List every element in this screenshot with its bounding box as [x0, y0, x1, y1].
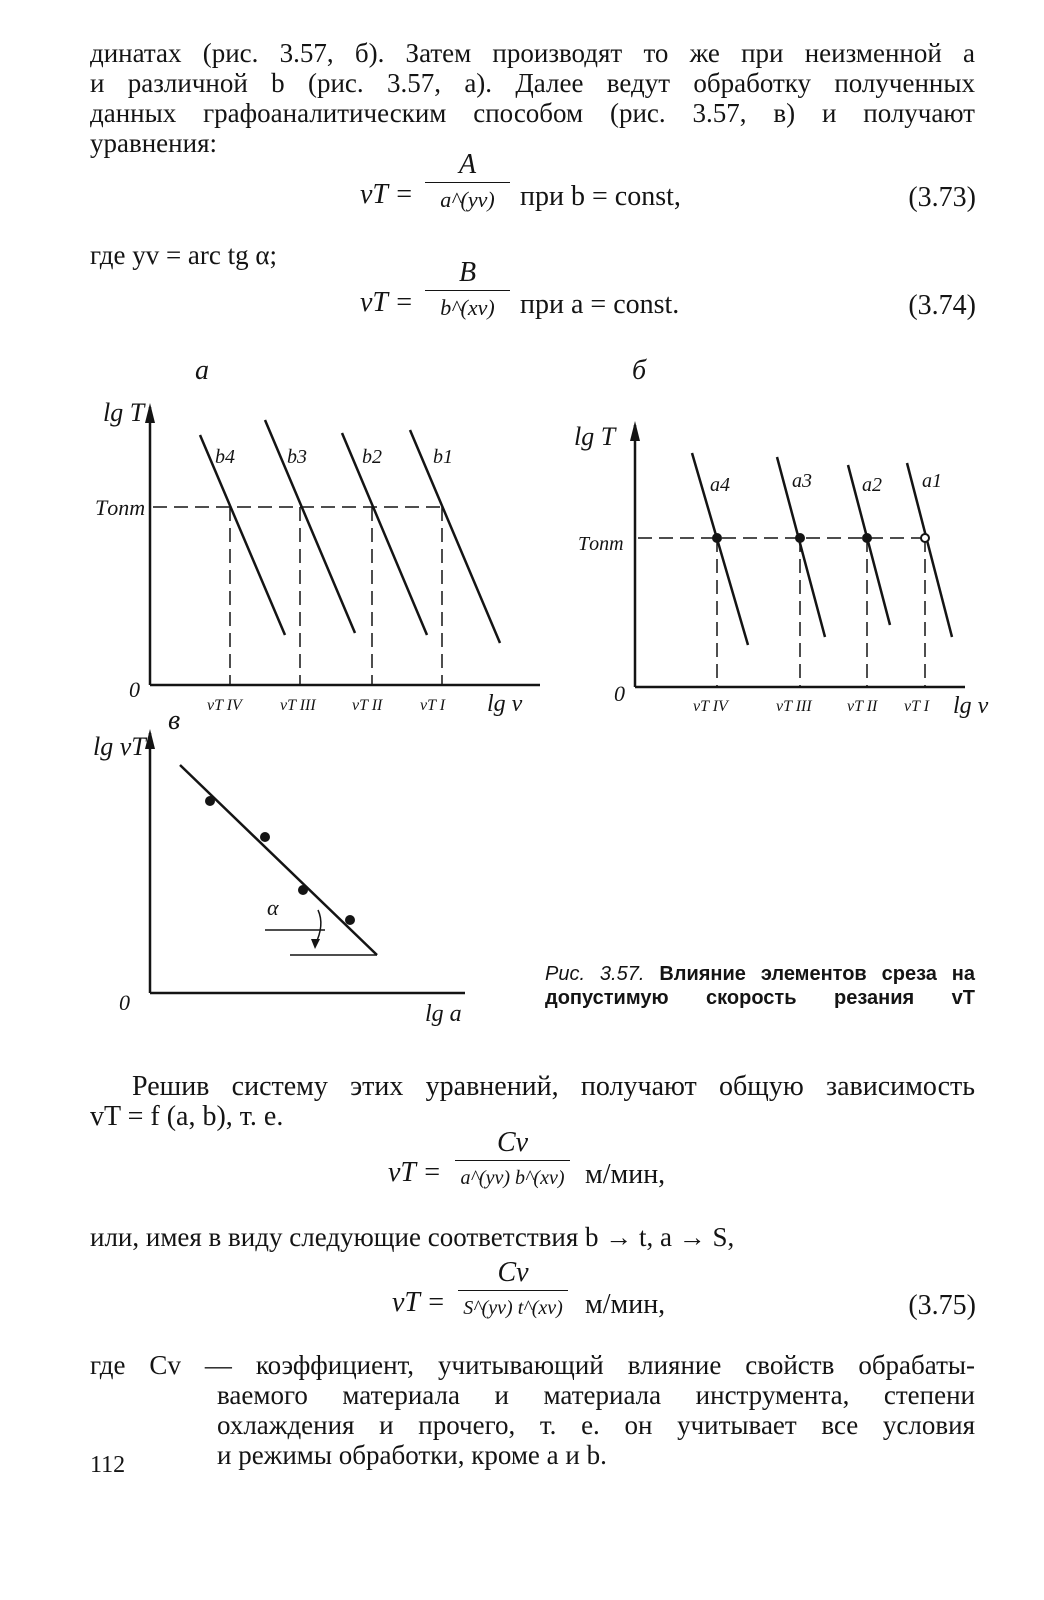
intro-line-3: данных графоаналитическим способом (рис. 3.57, в) и получают	[90, 98, 975, 128]
eq373-fraction	[425, 150, 510, 215]
eq-general-denominator: a^(yv) b^(xv)	[460, 1167, 565, 1189]
panel-a-label: а	[195, 355, 209, 386]
intro-line-2: и различной b (рис. 3.57, a). Далее ведут обработку полученных	[90, 68, 975, 98]
eq374-number: (3.74)	[908, 290, 976, 321]
eq374-numerator: B	[458, 257, 477, 288]
line-b1	[410, 430, 500, 643]
line-b3	[265, 420, 355, 633]
panel-c-label: в	[168, 705, 181, 736]
tick-a-iii: vT III	[280, 697, 316, 714]
correspondence-line: или, имея в виду следующие соответствия b → t, a → S,	[90, 1222, 735, 1252]
caption-prefix: Рис. 3.57.	[545, 963, 645, 985]
intro-paragraph	[90, 38, 975, 158]
eq-general-fraction	[455, 1128, 570, 1193]
label-b3: b3	[287, 446, 307, 468]
eq374-denominator: b^(xv)	[440, 295, 495, 320]
label-b1: b1	[433, 446, 453, 468]
eq374-fraction	[425, 258, 510, 323]
where-c-line-4: и режимы обработки, кроме a и b.	[217, 1440, 607, 1470]
panel-a-xaxis: lg v	[487, 691, 523, 717]
middle-paragraph	[90, 1072, 975, 1132]
panel-c-yaxis: lg vT	[93, 732, 146, 761]
eq373-number: (3.73)	[908, 182, 976, 213]
eq375-fraction	[458, 1258, 568, 1323]
label-a2: a2	[862, 474, 882, 496]
line-b2	[342, 433, 427, 635]
tick-a-i: vT I	[420, 697, 446, 714]
middle-line-2: vT = f (a, b), т. е.	[90, 1101, 284, 1132]
caption-text: Влияние элементов среза на допустимую скорость резания vT	[545, 963, 975, 1009]
eq375-denominator: S^(yv) t^(xv)	[463, 1297, 563, 1319]
panel-c-origin: 0	[119, 990, 130, 1015]
label-b2: b2	[362, 446, 382, 468]
tick-b-i: vT I	[904, 698, 930, 715]
middle-line-1: Решив систему этих уравнений, получают общую зависимость	[132, 1071, 975, 1102]
line-b4	[200, 435, 285, 635]
panel-c-graph	[93, 725, 495, 1027]
intro-line-1: динатах (рис. 3.57, б). Затем производят то же при неизменной a	[90, 38, 975, 68]
intro-line-4: уравнения:	[90, 128, 217, 158]
tick-a-iv: vT IV	[207, 697, 242, 714]
eq375-number: (3.75)	[908, 1290, 976, 1321]
panel-a-topt: Tопт	[95, 495, 146, 520]
regression-line	[180, 765, 377, 955]
tick-b-ii: vT II	[847, 698, 878, 715]
panel-c-xaxis: lg a	[425, 1001, 462, 1027]
tick-b-iii: vT III	[776, 698, 812, 715]
panel-b-graph	[560, 415, 989, 719]
eq-general-lhs: vT =	[388, 1157, 442, 1188]
eq373-numerator: A	[458, 149, 477, 180]
label-a1: a1	[922, 470, 942, 492]
panel-b-xaxis: lg v	[953, 693, 989, 719]
tick-b-iv: vT IV	[693, 698, 728, 715]
eq375-lhs: vT =	[392, 1287, 446, 1318]
eq375-numerator: Cv	[497, 1257, 529, 1288]
panel-a-yaxis: lg T	[103, 398, 145, 427]
where-c-line-1: где Cv — коэффициент, учитывающий влияние свойств обрабаты-	[90, 1350, 975, 1380]
label-b4: b4	[215, 446, 235, 468]
label-a4: a4	[710, 474, 730, 496]
panel-a-graph	[95, 395, 555, 717]
tick-a-ii: vT II	[352, 697, 383, 714]
panel-b-yaxis: lg T	[574, 422, 616, 451]
panel-b-origin: 0	[614, 681, 625, 706]
eq373-lhs: vT =	[360, 179, 414, 210]
label-a3: a3	[792, 470, 812, 492]
eq374-condition: при a = const.	[520, 289, 680, 320]
where-c-line-2: ваемого материала и материала инструмента, степени	[217, 1380, 975, 1410]
panel-a-origin: 0	[129, 677, 140, 702]
eq375-unit: м/мин,	[585, 1289, 666, 1320]
eq374-lhs: vT =	[360, 287, 414, 318]
panel-b-label: б	[632, 355, 647, 386]
where-c-paragraph	[90, 1350, 975, 1470]
panel-b-topt: Tопт	[578, 533, 624, 555]
figure-caption	[545, 962, 975, 1010]
eq-general-unit: м/мин,	[585, 1159, 666, 1190]
eq-general-numerator: Cv	[496, 1127, 529, 1158]
page-number: 112	[90, 1452, 126, 1478]
where-c-line-3: охлаждения и прочего, т. е. он учитывает все условия	[217, 1410, 975, 1440]
where-y-line: где yv = arc tg α;	[90, 240, 278, 270]
panel-c-angle: α	[267, 895, 279, 920]
eq373-condition: при b = const,	[520, 181, 681, 212]
eq373-denominator: a^(yv)	[440, 187, 495, 212]
